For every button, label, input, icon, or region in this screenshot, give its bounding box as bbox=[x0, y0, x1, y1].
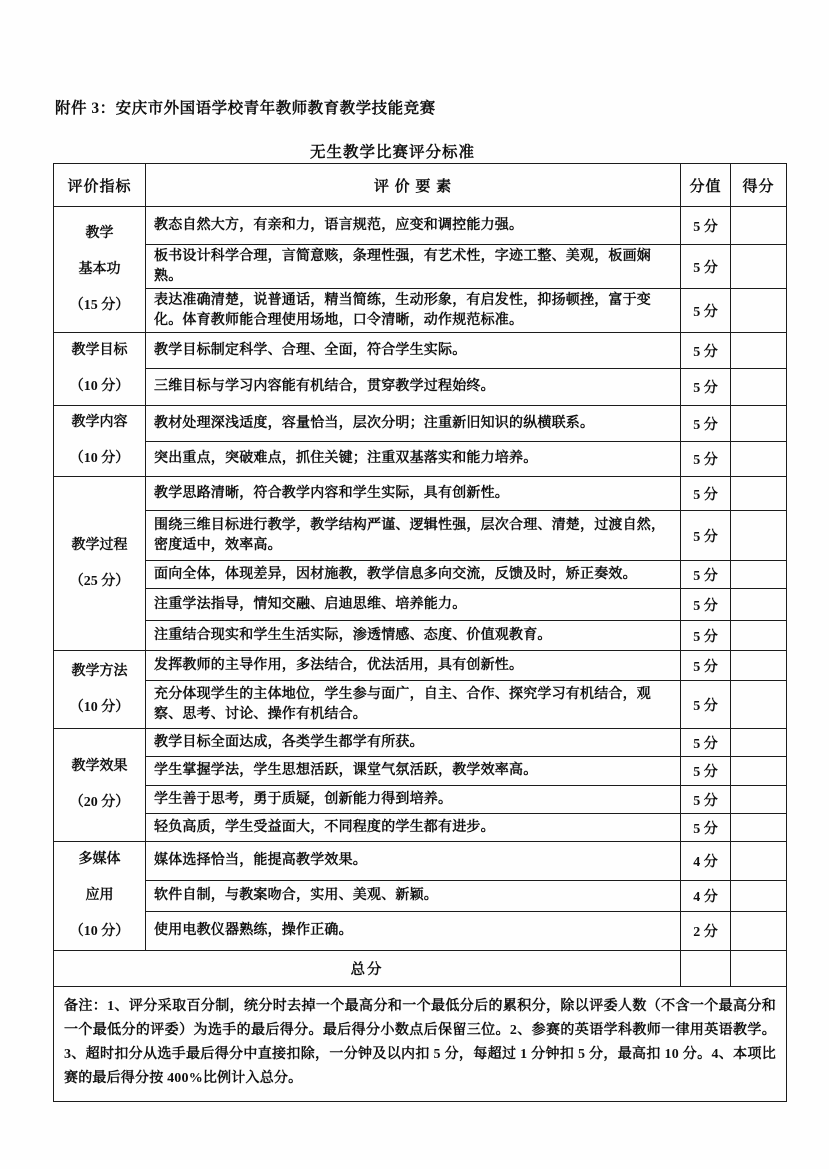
earned-score-cell bbox=[731, 207, 787, 245]
score-value-cell: 5 分 bbox=[681, 511, 731, 561]
group-label-line: 教学目标 bbox=[71, 343, 128, 358]
scoring-table bbox=[53, 163, 787, 1102]
earned-score-cell bbox=[731, 406, 787, 442]
earned-score-cell bbox=[731, 814, 787, 842]
score-value-cell: 5 分 bbox=[681, 786, 731, 814]
header-cell-score: 分值 bbox=[681, 164, 731, 207]
score-value-cell: 5 分 bbox=[681, 757, 731, 786]
header-cell-indicator: 评价指标 bbox=[54, 164, 146, 207]
score-value-cell: 5 分 bbox=[681, 814, 731, 842]
group-label-cell bbox=[54, 207, 146, 333]
earned-score-cell bbox=[731, 757, 787, 786]
score-value-cell: 5 分 bbox=[681, 369, 731, 406]
score-value-cell: 5 分 bbox=[681, 589, 731, 621]
criteria-cell: 学生掌握学法，学生思想活跃，课堂气氛活跃，教学效率高。 bbox=[146, 757, 681, 786]
earned-score-cell bbox=[731, 289, 787, 333]
criteria-cell: 围绕三维目标进行教学，教学结构严谨、逻辑性强，层次合理、清楚，过渡自然，密度适中，效率高。 bbox=[146, 511, 681, 561]
criteria-cell: 充分体现学生的主体地位，学生参与面广，自主、合作、探究学习有机结合，观察、思考、讨论、操作有机结合。 bbox=[146, 681, 681, 729]
earned-score-cell bbox=[731, 442, 787, 477]
group-label-line: （10 分） bbox=[69, 924, 130, 939]
criteria-cell: 教学目标制定科学、合理、全面，符合学生实际。 bbox=[146, 333, 681, 369]
earned-score-cell bbox=[731, 912, 787, 951]
earned-score-cell bbox=[731, 786, 787, 814]
earned-score-cell bbox=[731, 589, 787, 621]
earned-score-cell bbox=[731, 651, 787, 681]
earned-score-cell bbox=[731, 511, 787, 561]
group-label-line: 教学过程 bbox=[71, 537, 128, 553]
group-label-line: 教学方法 bbox=[71, 663, 128, 679]
earned-score-cell bbox=[731, 729, 787, 757]
criteria-cell: 软件自制，与教案吻合，实用、美观、新颖。 bbox=[146, 881, 681, 912]
note-cell: 备注：1、评分采取百分制，统分时去掉一个最高分和一个最低分后的累积分，除以评委人数（不含一个最高分和一个最低分的评委）为选手的最后得分。最后得分小数点后保留三位。2、参赛的英语学科教师一律用英语教学。3、超时扣分从选手最后得分中直接扣除，一分钟及以内扣 5 分，每超过 1 分钟扣 5 分，最高扣 10 分。4、本项比赛的最后得分按 400%比例计入总分。 bbox=[54, 987, 787, 1102]
score-value-cell: 5 分 bbox=[681, 207, 731, 245]
group-label-line: （10 分） bbox=[69, 451, 130, 466]
earned-score-cell bbox=[731, 621, 787, 651]
criteria-cell: 教态自然大方，有亲和力，语言规范，应变和调控能力强。 bbox=[146, 207, 681, 245]
criteria-cell: 发挥教师的主导作用，多法结合，优法活用，具有创新性。 bbox=[146, 651, 681, 681]
earned-score-cell bbox=[731, 561, 787, 589]
group-label-line: （25 分） bbox=[69, 573, 130, 589]
header-cell-elements: 评 价 要 素 bbox=[146, 164, 681, 207]
criteria-cell: 媒体选择恰当，能提高教学效果。 bbox=[146, 842, 681, 881]
criteria-cell: 注重结合现实和学生生活实际，渗透情感、态度、价值观教育。 bbox=[146, 621, 681, 651]
score-value-cell: 4 分 bbox=[681, 842, 731, 881]
group-label-line: （15 分） bbox=[69, 297, 130, 313]
total-score-cell bbox=[681, 951, 731, 987]
score-value-cell: 4 分 bbox=[681, 881, 731, 912]
criteria-cell: 轻负高质，学生受益面大，不同程度的学生都有进步。 bbox=[146, 814, 681, 842]
group-label-line: 多媒体 bbox=[78, 852, 121, 867]
earned-score-cell bbox=[731, 245, 787, 289]
group-label-line: 教学内容 bbox=[71, 415, 128, 430]
criteria-cell: 学生善于思考，勇于质疑，创新能力得到培养。 bbox=[146, 786, 681, 814]
earned-score-cell bbox=[731, 681, 787, 729]
earned-score-cell bbox=[731, 881, 787, 912]
group-label-line: （10 分） bbox=[69, 379, 130, 394]
criteria-cell: 教材处理深浅适度，容量恰当，层次分明；注重新旧知识的纵横联系。 bbox=[146, 406, 681, 442]
earned-score-cell bbox=[731, 333, 787, 369]
score-value-cell: 5 分 bbox=[681, 406, 731, 442]
group-label-cell bbox=[54, 333, 146, 406]
table-title: 无生教学比赛评分标准 bbox=[309, 144, 475, 161]
criteria-cell: 板书设计科学合理，言简意赅，条理性强，有艺术性，字迹工整、美观，板画娴熟。 bbox=[146, 245, 681, 289]
score-value-cell: 2 分 bbox=[681, 912, 731, 951]
score-value-cell: 5 分 bbox=[681, 333, 731, 369]
group-label-line: （20 分） bbox=[69, 795, 130, 810]
group-label-line: 基本功 bbox=[78, 261, 121, 277]
criteria-cell: 面向全体，体现差异，因材施教，教学信息多向交流，反馈及时，矫正奏效。 bbox=[146, 561, 681, 589]
criteria-cell: 三维目标与学习内容能有机结合，贯穿教学过程始终。 bbox=[146, 369, 681, 406]
earned-score-cell bbox=[731, 842, 787, 881]
criteria-cell: 注重学法指导，情知交融、启迪思维、培养能力。 bbox=[146, 589, 681, 621]
criteria-cell: 突出重点，突破难点，抓住关键；注重双基落实和能力培养。 bbox=[146, 442, 681, 477]
header-cell-earned: 得分 bbox=[731, 164, 787, 207]
group-label-cell bbox=[54, 406, 146, 477]
score-value-cell: 5 分 bbox=[681, 651, 731, 681]
criteria-cell: 使用电教仪器熟练，操作正确。 bbox=[146, 912, 681, 951]
group-label-line: 教学效果 bbox=[71, 759, 128, 774]
total-label-cell: 总分 bbox=[54, 951, 681, 987]
group-label-cell bbox=[54, 842, 146, 951]
criteria-cell: 表达准确清楚，说普通话，精当简练，生动形象，有启发性，抑扬顿挫，富于变化。体育教师能合理使用场地，口令清晰，动作规范标准。 bbox=[146, 289, 681, 333]
earned-score-cell bbox=[731, 369, 787, 406]
group-label-cell bbox=[54, 477, 146, 651]
criteria-cell: 教学目标全面达成，各类学生都学有所获。 bbox=[146, 729, 681, 757]
score-value-cell: 5 分 bbox=[681, 681, 731, 729]
total-earned-cell bbox=[731, 951, 787, 987]
criteria-cell: 教学思路清晰，符合教学内容和学生实际，具有创新性。 bbox=[146, 477, 681, 511]
group-label-cell bbox=[54, 729, 146, 842]
score-value-cell: 5 分 bbox=[681, 477, 731, 511]
group-label-cell bbox=[54, 651, 146, 729]
score-value-cell: 5 分 bbox=[681, 729, 731, 757]
score-value-cell: 5 分 bbox=[681, 245, 731, 289]
group-label-line: （10 分） bbox=[69, 699, 130, 715]
score-value-cell: 5 分 bbox=[681, 621, 731, 651]
score-value-cell: 5 分 bbox=[681, 442, 731, 477]
group-label-line: 教学 bbox=[85, 225, 114, 241]
score-value-cell: 5 分 bbox=[681, 561, 731, 589]
score-value-cell: 5 分 bbox=[681, 289, 731, 333]
group-label-line: 应用 bbox=[85, 888, 114, 903]
earned-score-cell bbox=[731, 477, 787, 511]
attachment-title: 附件 3：安庆市外国语学校青年教师教育教学技能竞赛 bbox=[55, 100, 436, 117]
